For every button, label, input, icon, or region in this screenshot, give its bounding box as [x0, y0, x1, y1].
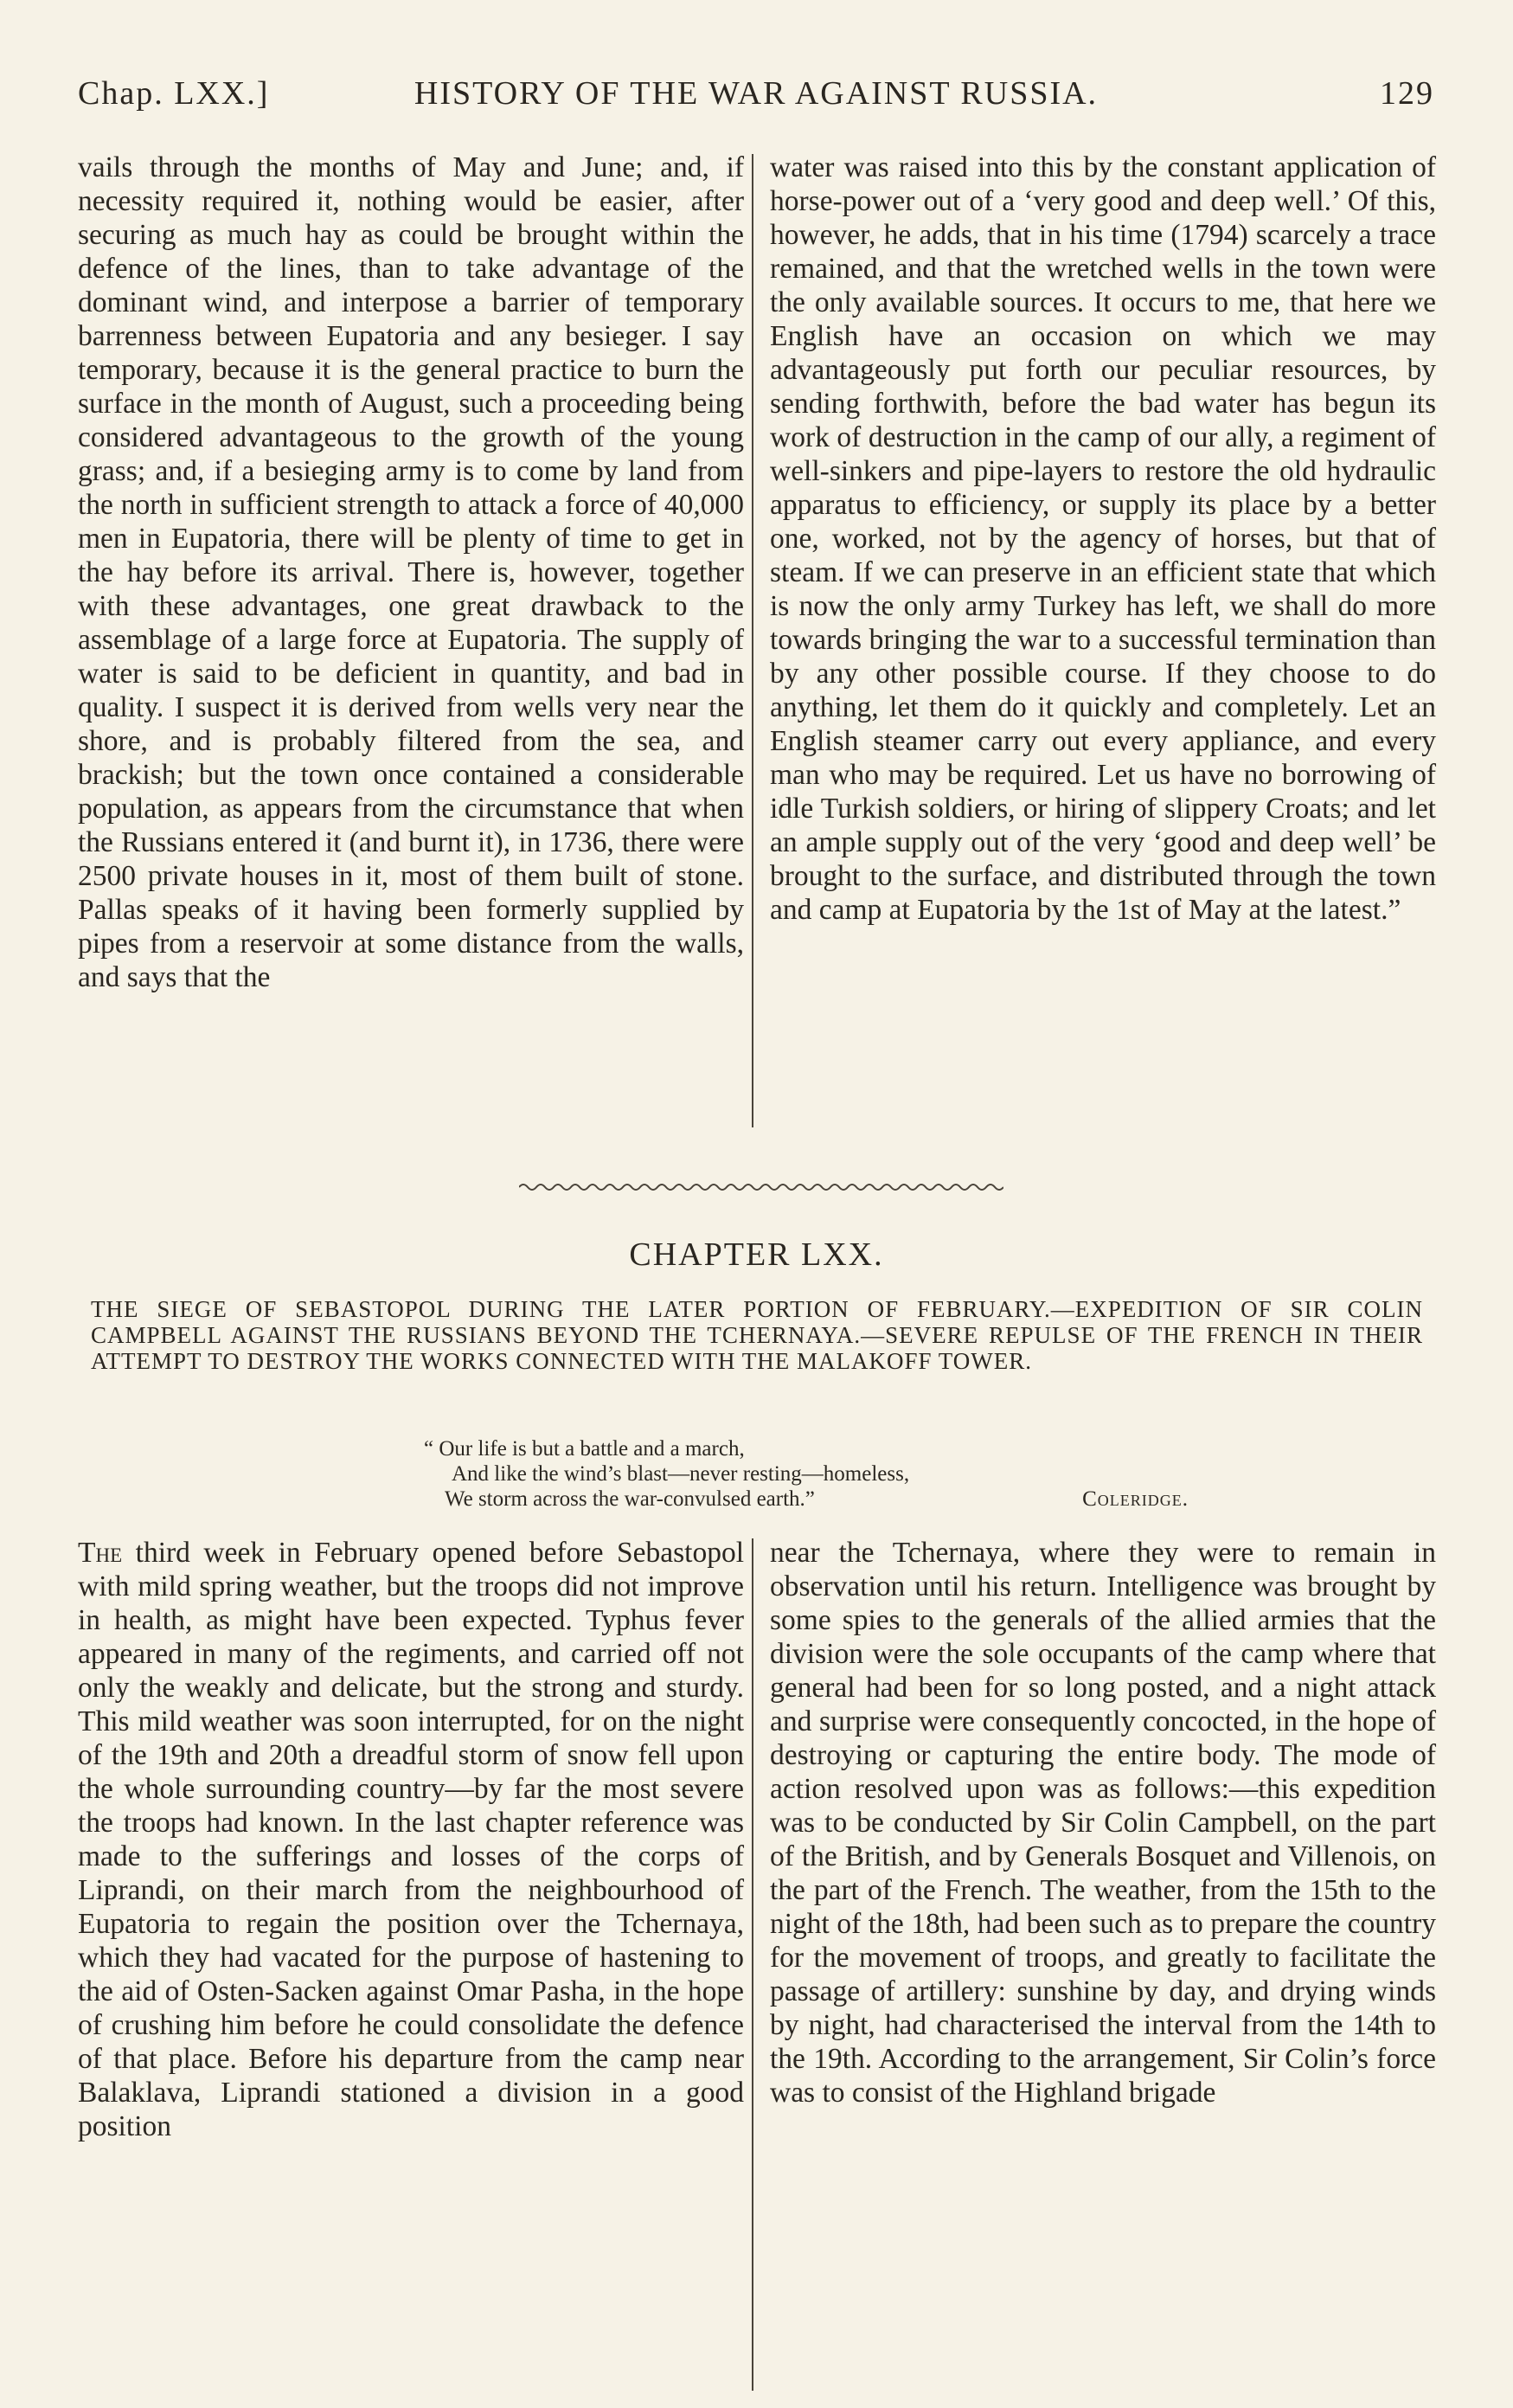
bottom-left-paragraph — [78, 1536, 744, 2143]
top-right-column — [770, 151, 1436, 927]
wavy-rule-ornament — [519, 1178, 1003, 1196]
epigraph — [424, 1436, 1202, 1512]
opening-word: The — [78, 1537, 123, 1569]
chapter-title: CHAPTER LXX. — [629, 1236, 884, 1273]
chapter-reference: Chap. LXX.] — [78, 75, 270, 112]
top-left-column — [78, 151, 744, 994]
epigraph-line: “ Our life is but a battle and a march, — [424, 1437, 745, 1461]
epigraph-line: And like the wind’s blast—never resting—homeless, — [452, 1462, 910, 1486]
column-divider-top — [752, 154, 753, 1127]
running-title: HISTORY OF THE WAR AGAINST RUSSIA. — [414, 75, 1099, 112]
running-header — [78, 74, 1434, 126]
bottom-left-text: third week in February opened before Sebastopol with mild spring weather, but the troops did not improve in health, as might have been expected. Typhus fever appeared in many of the regiments, and carried off not only the weakly and delicate, but the strong and sturdy. This mild weather was soon interrupted, for on the night of the 19th and 20th a dreadful storm of snow fell upon the whole surrounding country—by far the most severe the troops had known. In the last chapter reference was made to the sufferings and losses of the corps of Liprandi, on their march from the neighbourhood of Eupatoria to regain the position over the Tchernaya, which they had vacated for the purpose of hastening to the aid of Osten-Sacken against Omar Pasha, in the hope of crushing him before he could consolidate the defence of that place. Before his departure from the camp near Balaklava, Liprandi stationed a division in a good position — [78, 1537, 744, 2142]
top-right-paragraph: water was raised into this by the constant application of horse-power out of a ‘very good and deep well.’ Of this, however, he adds, that in his time (1794) scarcely a trace remained, and that the wretched wells in the town were the only available sources. It occurs to me, that here we English have an occasion on which we may advantageously put forth our peculiar resources, by sending forthwith, before the bad water has begun its work of destruction in the camp of our ally, a regiment of well-sinkers and pipe-layers to restore the old hydraulic apparatus to efficiency, or supply its place by a better one, worked, not by the agency of horses, but that of steam. If we can preserve in an efficient state that which is now the only army Turkey has left, we shall do more towards bringing the war to a successful termination than by any other possible course. If they choose to do anything, let them do it quickly and completely. Let an English steamer carry out every appliance, and every man who may be required. Let us have no borrowing of idle Turkish soldiers, or hiring of slippery Croats; and let an ample supply out of the very ‘good and deep well’ be brought to the surface, and distributed through the town and camp at Eupatoria by the 1st of May at the latest.” — [770, 151, 1436, 926]
chapter-summary: THE SIEGE OF SEBASTOPOL DURING THE LATER PORTION OF FEBRUARY.—EXPEDITION OF SIR COLIN CAMPBELL AGAINST THE RUSSIANS BEYOND THE TCHERNAYA.—SEVERE REPULSE OF THE FRENCH IN THEIR ATTEMPT TO DESTROY THE WORKS CONNECTED WITH THE MALAKOFF TOWER. — [91, 1296, 1423, 1374]
page-number: 129 — [1380, 75, 1434, 112]
epigraph-attribution: Coleridge. — [1082, 1487, 1189, 1511]
bottom-left-column — [78, 1536, 744, 2143]
column-divider-bottom — [752, 1538, 753, 2391]
bottom-right-column — [770, 1536, 1436, 2109]
bottom-right-paragraph: near the Tchernaya, where they were to remain in observation until his return. Intelligence was brought by some spies to the generals of the allied armies that the division were the sole occupants of the camp where that general had been for so long posted, and a night attack and surprise were consequently concocted, in the hope of destroying or capturing the entire body. The mode of action resolved upon was as follows:—this expedition was to be conducted by Sir Colin Campbell, on the part of the British, and by Generals Bosquet and Villenois, on the part of the French. The weather, from the 15th to the night of the 18th, had been such as to prepare the country for the movement of troops, and greatly to facilitate the passage of artillery: sunshine by day, and drying winds by night, had characterised the interval from the 14th to the 19th. According to the arrangement, Sir Colin’s force was to consist of the Highland brigade — [770, 1537, 1436, 2109]
epigraph-line: We storm across the war-convulsed earth.” — [445, 1487, 815, 1511]
top-left-paragraph: vails through the months of May and June; and, if necessity required it, nothing would be easier, after securing as much hay as could be brought within the defence of the lines, than to take advantage of the dominant wind, and interpose a barrier of temporary barrenness between Eupatoria and any besieger. I say temporary, because it is the general practice to burn the surface in the month of August, such a proceeding being considered advantageous to the growth of the young grass; and, if a besieging army is to come by land from the north in sufficient strength to attack a force of 40,000 men in Eupatoria, there will be plenty of time to get in the hay before its arrival. There is, however, together with these advantages, one great drawback to the assemblage of a large force at Eupatoria. The supply of water is said to be deficient in quantity, and bad in quality. I suspect it is derived from wells very near the shore, and is probably filtered from the sea, and brackish; but the town once contained a considerable population, as appears from the circumstance that when the Russians entered it (and burnt it), in 1736, there were 2500 private houses in it, most of them built of stone. Pallas speaks of it having been formerly supplied by pipes from a reservoir at some distance from the walls, and says that the — [78, 151, 744, 993]
